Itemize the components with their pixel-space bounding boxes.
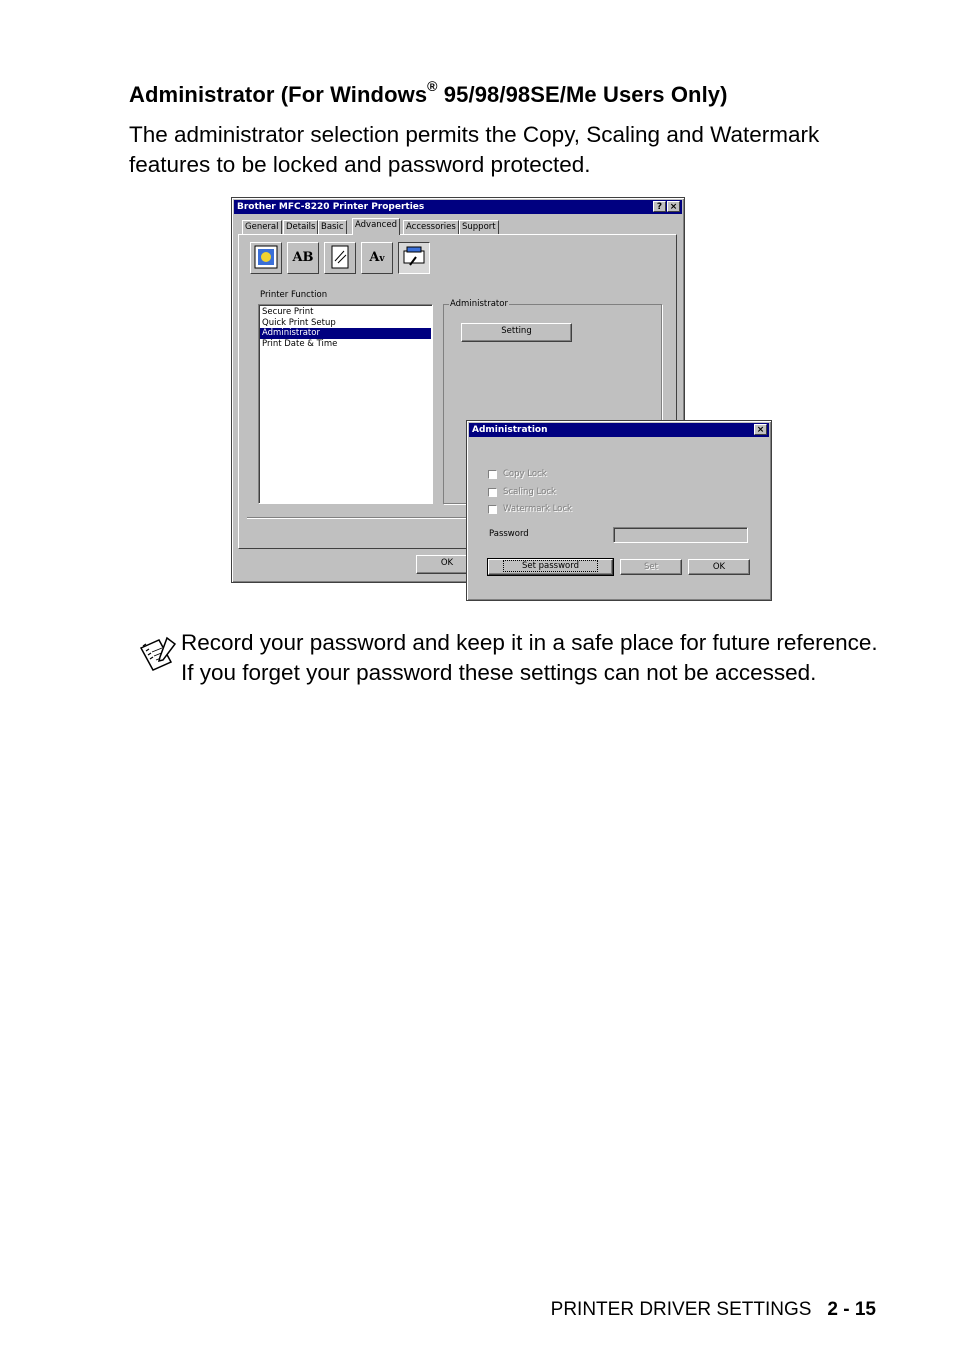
tab-details[interactable]: Details [283, 220, 318, 234]
list-item[interactable]: Secure Print [262, 307, 314, 317]
copy-lock-checkbox[interactable] [488, 470, 497, 479]
section-heading [129, 78, 728, 108]
copy-lock-label: Copy Lock [503, 469, 547, 479]
watermark-lock-checkbox[interactable] [488, 505, 497, 514]
list-item-selected[interactable]: Administrator [260, 328, 431, 339]
registered-mark: ® [427, 78, 438, 94]
font-icon[interactable]: Av [361, 242, 393, 274]
page-footer [551, 1299, 876, 1321]
tab-advanced[interactable]: Advanced [352, 218, 400, 235]
administration-dialog [466, 420, 772, 601]
setting-button[interactable]: Setting [461, 323, 572, 342]
list-item[interactable]: Quick Print Setup [262, 317, 336, 328]
heading-prefix: Administrator (For Windows [129, 82, 428, 107]
properties-title: Brother MFC-8220 Printer Properties [237, 202, 425, 212]
note-text: Record your password and keep it in a safe place for future reference. If you forget your password these settings can not be accessed. [181, 630, 878, 685]
note-pencil-icon [137, 634, 177, 674]
scaling-lock-label: Scaling Lock [503, 487, 556, 497]
intro-paragraph: The administrator selection permits the Copy, Scaling and Watermark features to be locked and password protected. [129, 122, 820, 177]
set-password-button[interactable] [488, 559, 613, 575]
printer-function-list[interactable] [258, 304, 433, 504]
close-button[interactable]: × [667, 201, 680, 212]
device-options-icon[interactable] [398, 242, 430, 274]
help-button[interactable]: ? [653, 201, 666, 212]
printer-function-label: Printer Function [260, 290, 328, 300]
page-number: 2 - 15 [827, 1299, 876, 1320]
close-button[interactable]: × [754, 424, 767, 435]
set-button[interactable]: Set [620, 559, 682, 575]
page-setup-icon[interactable] [324, 242, 356, 274]
administration-title: Administration [472, 425, 548, 435]
set-password-label: Set password [503, 560, 598, 572]
watermark-lock-label: Watermark Lock [503, 504, 572, 514]
footer-section: PRINTER DRIVER SETTINGS [550, 1299, 812, 1320]
watermark-icon[interactable] [250, 242, 282, 274]
password-label: Password [489, 529, 529, 539]
list-item[interactable]: Print Date & Time [262, 338, 338, 349]
tab-support[interactable]: Support [459, 220, 499, 234]
tab-accessories[interactable]: Accessories [403, 220, 459, 234]
administration-titlebar [469, 423, 769, 437]
administrator-group-label: Administrator [450, 299, 508, 309]
heading-suffix: 95/98/98SE/Me Users Only) [437, 82, 728, 107]
ok-button[interactable]: OK [416, 555, 478, 574]
scaling-lock-checkbox[interactable] [488, 488, 497, 497]
ok-button[interactable]: OK [688, 559, 750, 575]
tab-basic[interactable]: Basic [318, 220, 347, 234]
tab-general[interactable]: General [242, 220, 282, 234]
ab-layout-icon[interactable]: AB [287, 242, 319, 274]
password-field[interactable] [613, 527, 748, 543]
properties-titlebar [234, 200, 682, 214]
